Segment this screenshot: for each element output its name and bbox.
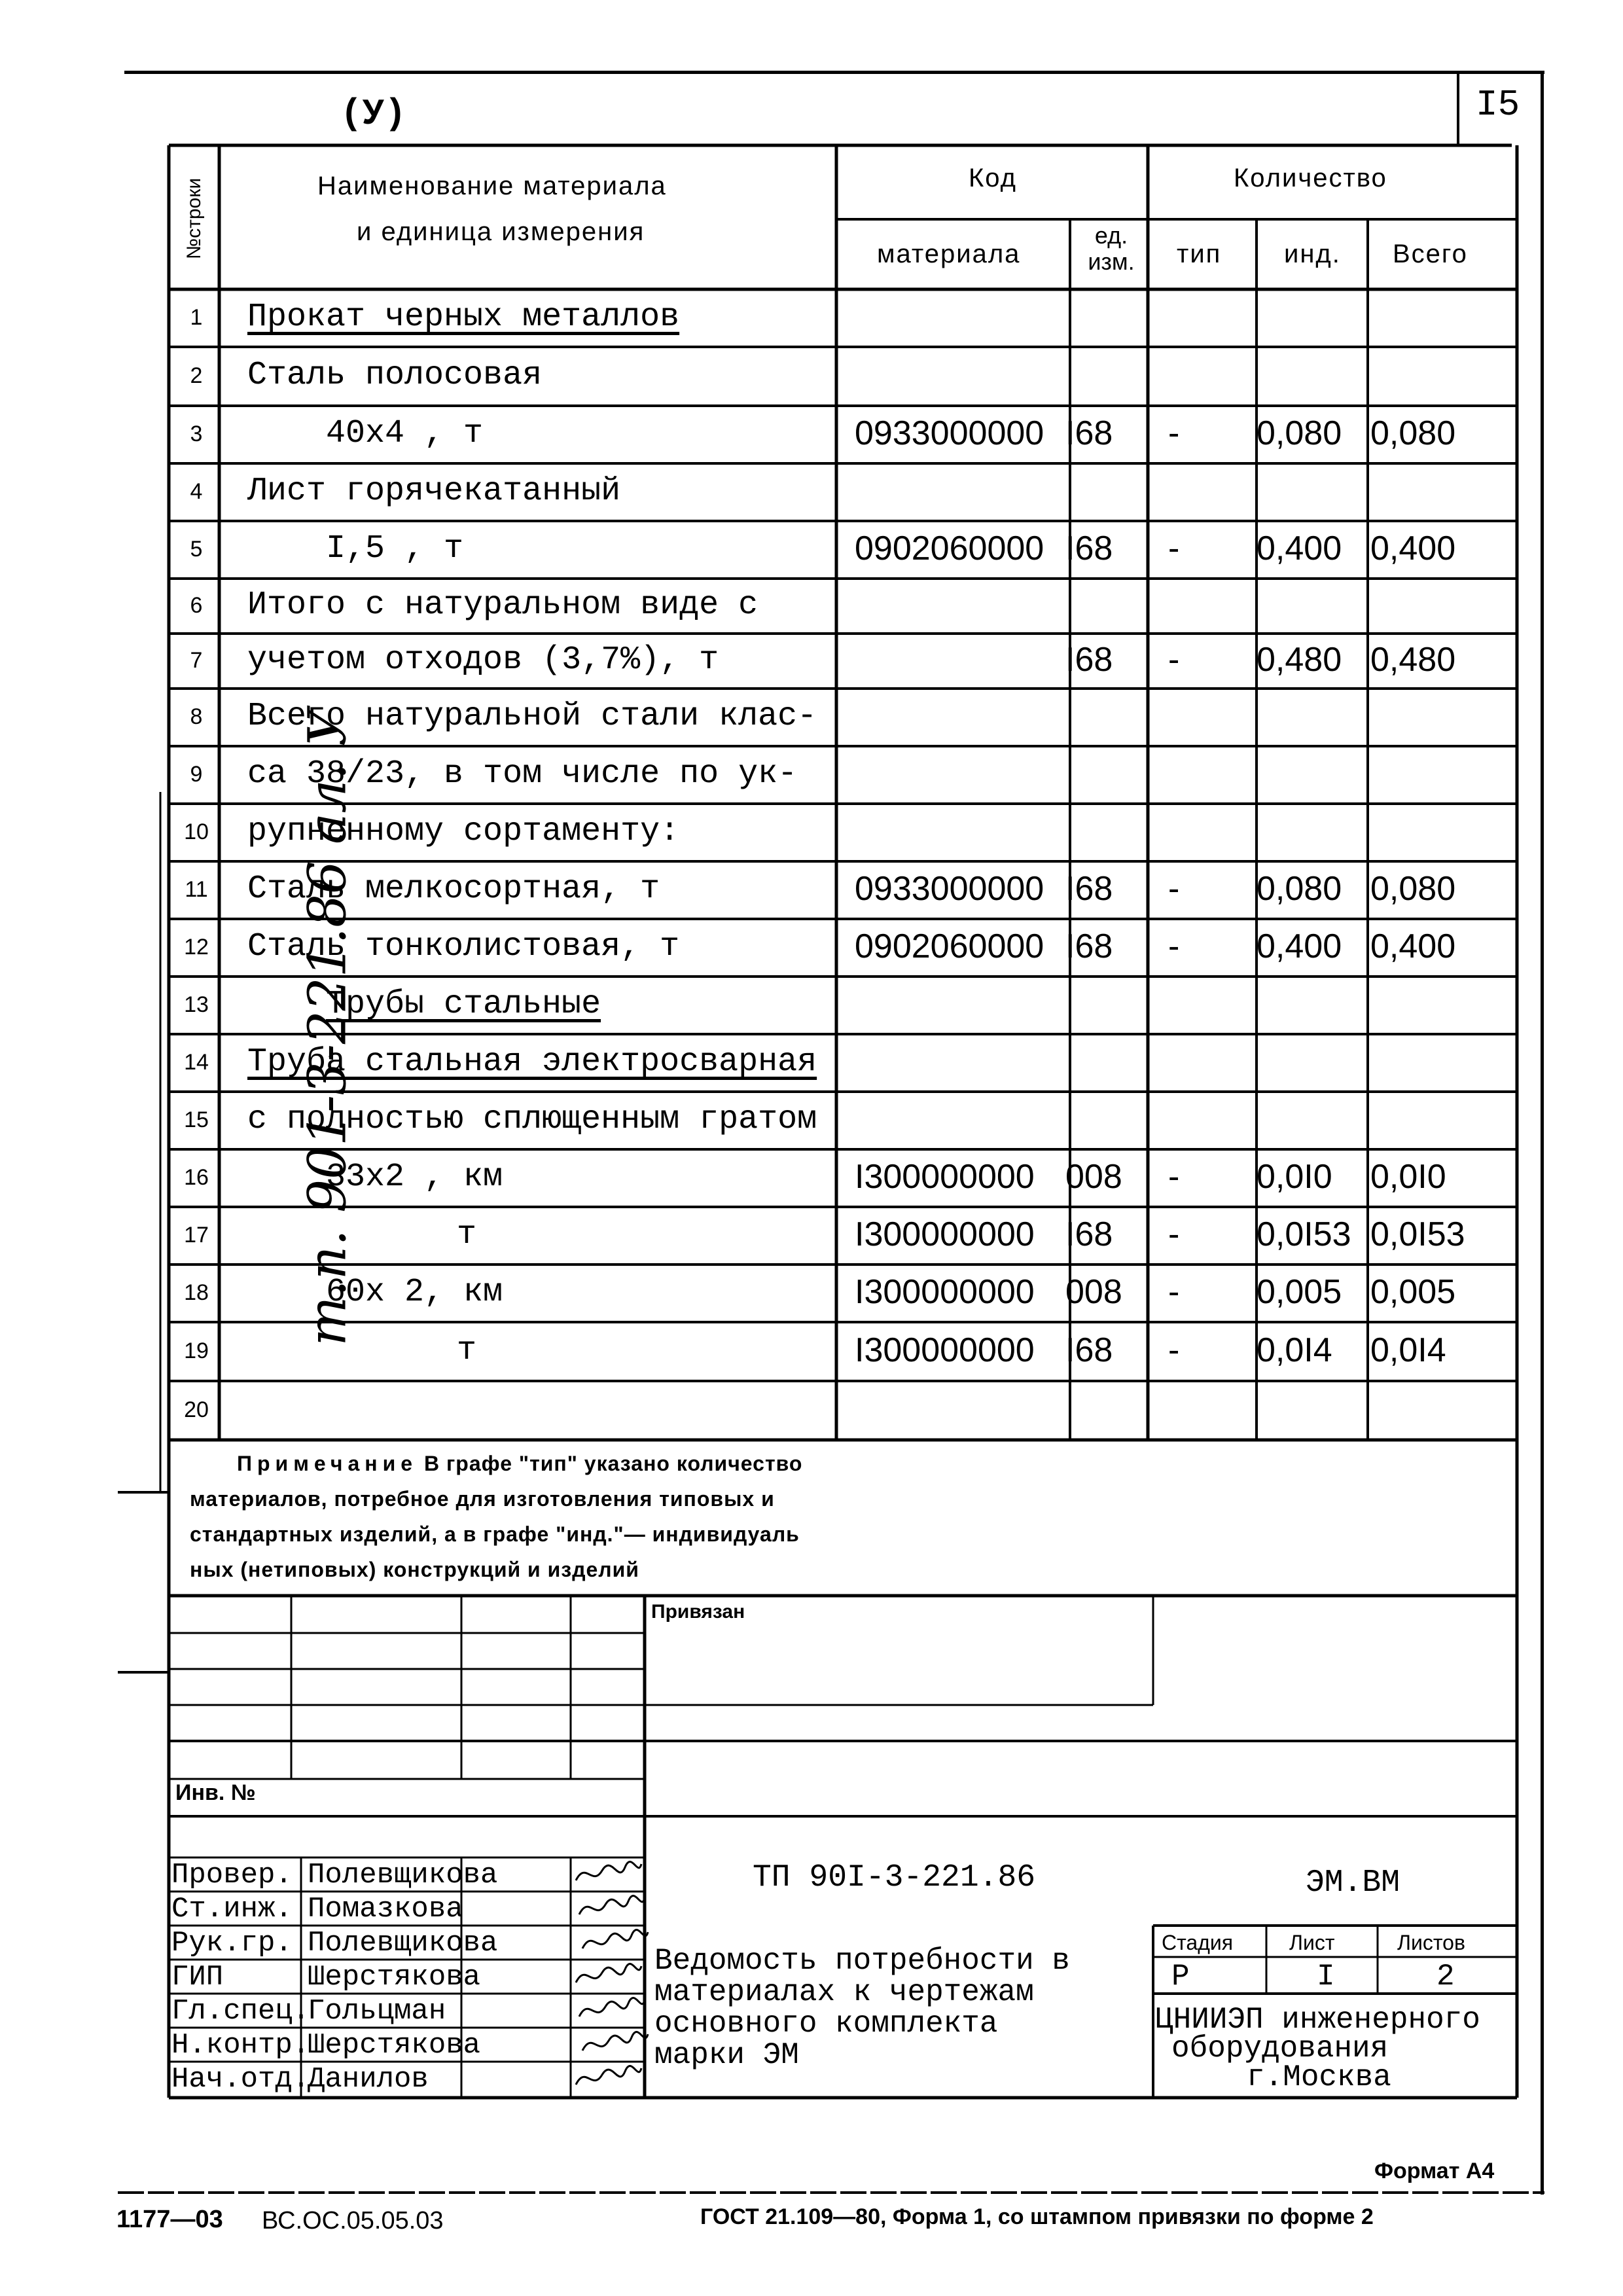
signature-scribble bbox=[573, 1960, 645, 1992]
header-code: Код bbox=[969, 164, 1018, 192]
material-name: 40х4 , т bbox=[326, 415, 484, 452]
header-qty-type: тип bbox=[1177, 240, 1222, 268]
sheets-label: Листов bbox=[1397, 1931, 1465, 1954]
footer-doc-code: ВС.ОС.05.05.03 bbox=[262, 2207, 444, 2234]
material-code: 0933000000 bbox=[855, 870, 1044, 908]
row-number: 4 bbox=[190, 479, 203, 504]
qty-total: 0,005 bbox=[1370, 1273, 1456, 1311]
material-code: I300000000 bbox=[855, 1215, 1035, 1253]
unit-code: I68 bbox=[1065, 1331, 1113, 1369]
qty-type: - bbox=[1168, 1331, 1180, 1369]
unit-code: 008 bbox=[1065, 1158, 1122, 1196]
row-number: 18 bbox=[184, 1280, 209, 1305]
signature-scribble bbox=[573, 2062, 645, 2094]
table-row bbox=[0, 746, 1623, 804]
row-number: 10 bbox=[184, 819, 209, 844]
table-row bbox=[0, 289, 1623, 347]
note-line3: стандартных изделий, а в графе "инд."— индивидуаль bbox=[190, 1522, 800, 1546]
signer-name: Шерстякова bbox=[308, 1961, 481, 1994]
qty-total: 0,080 bbox=[1370, 870, 1456, 908]
material-name: Прокат черных металлов bbox=[247, 298, 680, 336]
drawing-mark: ЭМ.ВМ bbox=[1306, 1865, 1400, 1901]
org-line2: оборудования bbox=[1171, 2032, 1389, 2066]
material-name: Труба стальная электросварная bbox=[247, 1043, 817, 1081]
row-number: 13 bbox=[184, 992, 209, 1017]
signer-name: Гольцман bbox=[308, 1995, 446, 2028]
doc-title-2: материалах к чертежам bbox=[654, 1975, 1034, 2009]
signer-role: Провер. bbox=[171, 1859, 293, 1892]
qty-ind: 0,005 bbox=[1257, 1273, 1342, 1311]
qty-ind: 0,080 bbox=[1257, 870, 1342, 908]
qty-type: - bbox=[1168, 414, 1180, 452]
header-qty: Количество bbox=[1234, 164, 1387, 192]
row-number: 9 bbox=[190, 762, 203, 787]
table-row bbox=[0, 1322, 1623, 1381]
signer-name: Полевщикова bbox=[308, 1859, 498, 1892]
row-number: 19 bbox=[184, 1338, 209, 1363]
doc-title-4: марки ЭМ bbox=[654, 2038, 799, 2072]
material-name: са 38/23, в том числе по ук- bbox=[247, 755, 798, 793]
sheets-value: 2 bbox=[1436, 1960, 1455, 1994]
row-number: 12 bbox=[184, 935, 209, 960]
row-number: 6 bbox=[190, 593, 203, 618]
material-code: 0902060000 bbox=[855, 927, 1044, 965]
material-code: I300000000 bbox=[855, 1158, 1035, 1196]
material-name: рупненному сортаменту: bbox=[247, 813, 680, 850]
header-code-unit: ед. изм. bbox=[1088, 222, 1135, 275]
table-row bbox=[0, 804, 1623, 861]
stage-value: Р bbox=[1171, 1960, 1190, 1994]
material-name: т bbox=[457, 1332, 477, 1369]
table-row bbox=[0, 634, 1623, 689]
row-number: 11 bbox=[185, 877, 208, 902]
sheet-label: Лист bbox=[1289, 1931, 1335, 1954]
table-row bbox=[0, 919, 1623, 977]
row-number: 16 bbox=[184, 1165, 209, 1190]
qty-type: - bbox=[1168, 1273, 1180, 1311]
unit-code: I68 bbox=[1065, 414, 1113, 452]
header-qty-ind: инд. bbox=[1284, 240, 1341, 268]
qty-total: 0,0I0 bbox=[1370, 1158, 1446, 1196]
inv-label: Инв. № bbox=[175, 1780, 256, 1805]
material-name: Сталь полосовая bbox=[247, 357, 543, 394]
qty-type: - bbox=[1168, 529, 1180, 567]
project-code: ТП 90I-3-221.86 bbox=[753, 1860, 1036, 1895]
unit-code: I68 bbox=[1065, 870, 1113, 908]
doc-title-1: Ведомость потребности в bbox=[654, 1944, 1070, 1978]
signer-name: Полевщикова bbox=[308, 1927, 498, 1960]
table-row bbox=[0, 579, 1623, 634]
table-row bbox=[0, 1092, 1623, 1149]
signature-scribble bbox=[576, 1892, 648, 1924]
table-row bbox=[0, 347, 1623, 406]
margin-handwritten-note: т.п. 901-3-221.86 ал. У bbox=[296, 708, 358, 1346]
note-text-1: В графе "тип" указано количество bbox=[423, 1452, 803, 1475]
signature-scribble bbox=[576, 1994, 648, 2026]
signer-role: ГИП bbox=[171, 1961, 224, 1994]
signature-scribble bbox=[579, 1926, 651, 1958]
note-label: Примечание bbox=[237, 1452, 418, 1475]
row-number: 7 bbox=[190, 648, 203, 673]
sheet-mark: (У) bbox=[340, 93, 406, 135]
table-row bbox=[0, 1207, 1623, 1265]
unit-code: I68 bbox=[1065, 1215, 1113, 1253]
material-name: т bbox=[457, 1216, 477, 1253]
material-code: 0933000000 bbox=[855, 414, 1044, 452]
material-name: учетом отходов (3,7%), т bbox=[247, 641, 719, 679]
material-code: I300000000 bbox=[855, 1273, 1035, 1311]
table-row bbox=[0, 689, 1623, 746]
signer-role: Н.контр. bbox=[171, 2029, 310, 2062]
note-line4: ных (нетиповых) конструкций и изделий bbox=[190, 1558, 639, 1581]
qty-type: - bbox=[1168, 1158, 1180, 1196]
qty-total: 0,480 bbox=[1370, 641, 1456, 679]
signer-name: Данилов bbox=[308, 2063, 429, 2096]
qty-total: 0,0I53 bbox=[1370, 1215, 1465, 1253]
signer-name: Помазкова bbox=[308, 1893, 463, 1926]
header-code-material: материала bbox=[877, 240, 1021, 268]
stage-label: Стадия bbox=[1162, 1931, 1234, 1954]
row-number: 3 bbox=[190, 422, 203, 446]
table-row bbox=[0, 861, 1623, 919]
table-row bbox=[0, 521, 1623, 579]
row-number: 1 bbox=[190, 305, 203, 330]
signer-role: Гл.спец. bbox=[171, 1995, 310, 2028]
qty-total: 0,400 bbox=[1370, 529, 1456, 567]
format-label: Формат А4 bbox=[1374, 2159, 1495, 2183]
header-name-line2: и единица измерения bbox=[357, 217, 645, 246]
qty-ind: 0,0I4 bbox=[1257, 1331, 1332, 1369]
material-name: Лист горячекатанный bbox=[247, 473, 621, 510]
signer-role: Рук.гр. bbox=[171, 1927, 293, 1960]
qty-ind: 0,0I53 bbox=[1257, 1215, 1351, 1253]
note-line2: материалов, потребное для изготовления типовых и bbox=[190, 1487, 775, 1511]
table-row bbox=[0, 1149, 1623, 1207]
binding-label: Привязан bbox=[651, 1601, 745, 1623]
org-line3: г.Москва bbox=[1247, 2060, 1391, 2094]
material-name: Трубы стальные bbox=[326, 986, 601, 1023]
unit-code: I68 bbox=[1065, 641, 1113, 679]
doc-title-3: основного комплекта bbox=[654, 2007, 998, 2041]
qty-total: 0,400 bbox=[1370, 927, 1456, 965]
unit-code: I68 bbox=[1065, 927, 1113, 965]
qty-total: 0,0I4 bbox=[1370, 1331, 1446, 1369]
material-name: Всего натуральной стали клас- bbox=[247, 698, 817, 735]
header-rownum: №строки bbox=[183, 177, 205, 260]
table-row bbox=[0, 1265, 1623, 1322]
table-row bbox=[0, 1381, 1623, 1440]
header-qty-total: Всего bbox=[1393, 240, 1468, 268]
signature-scribble bbox=[573, 1857, 645, 1890]
row-number: 8 bbox=[190, 704, 203, 729]
material-name: 60х 2, км bbox=[326, 1274, 503, 1311]
qty-type: - bbox=[1168, 1215, 1180, 1253]
page-number: I5 bbox=[1476, 84, 1520, 126]
material-name: с полностью сплющенным гратом bbox=[247, 1101, 817, 1138]
qty-type: - bbox=[1168, 927, 1180, 965]
signer-role: Ст.инж. bbox=[171, 1893, 293, 1926]
qty-ind: 0,400 bbox=[1257, 529, 1342, 567]
note-line1 bbox=[237, 1452, 802, 1476]
material-name: Сталь тонколистовая, т bbox=[247, 928, 680, 965]
row-number: 14 bbox=[184, 1050, 209, 1075]
qty-ind: 0,080 bbox=[1257, 414, 1342, 452]
unit-code: 008 bbox=[1065, 1273, 1122, 1311]
qty-type: - bbox=[1168, 641, 1180, 679]
material-code: 0902060000 bbox=[855, 529, 1044, 567]
qty-ind: 0,400 bbox=[1257, 927, 1342, 965]
qty-ind: 0,0I0 bbox=[1257, 1158, 1332, 1196]
table-row bbox=[0, 463, 1623, 521]
row-number: 5 bbox=[190, 537, 203, 562]
material-name: Итого с натуральном виде с bbox=[247, 586, 758, 624]
row-number: 2 bbox=[190, 363, 203, 388]
header-name-line1: Наименование материала bbox=[317, 171, 667, 200]
material-name: 33х2 , км bbox=[326, 1158, 503, 1196]
signer-name: Шерстякова bbox=[308, 2029, 481, 2062]
qty-total: 0,080 bbox=[1370, 414, 1456, 452]
table-row bbox=[0, 1034, 1623, 1092]
signature-scribble bbox=[579, 2028, 651, 2060]
unit-code: I68 bbox=[1065, 529, 1113, 567]
org-line1: ЦНИИЭП инженерного bbox=[1155, 2003, 1480, 2037]
signer-role: Нач.отд. bbox=[171, 2063, 310, 2096]
qty-type: - bbox=[1168, 870, 1180, 908]
row-number: 15 bbox=[184, 1107, 209, 1132]
footer-left-code: 1177—03 bbox=[116, 2206, 223, 2233]
sheet-value: I bbox=[1317, 1960, 1335, 1994]
row-number: 17 bbox=[184, 1223, 209, 1247]
material-name: I,5 , т bbox=[326, 530, 464, 567]
row-number: 20 bbox=[184, 1397, 209, 1422]
material-code: I300000000 bbox=[855, 1331, 1035, 1369]
table-row bbox=[0, 406, 1623, 463]
table-row bbox=[0, 977, 1623, 1034]
qty-ind: 0,480 bbox=[1257, 641, 1342, 679]
footer-gost: ГОСТ 21.109—80, Форма 1, со штампом привязки по форме 2 bbox=[700, 2204, 1374, 2229]
material-name: Сталь мелкосортная, т bbox=[247, 870, 660, 908]
